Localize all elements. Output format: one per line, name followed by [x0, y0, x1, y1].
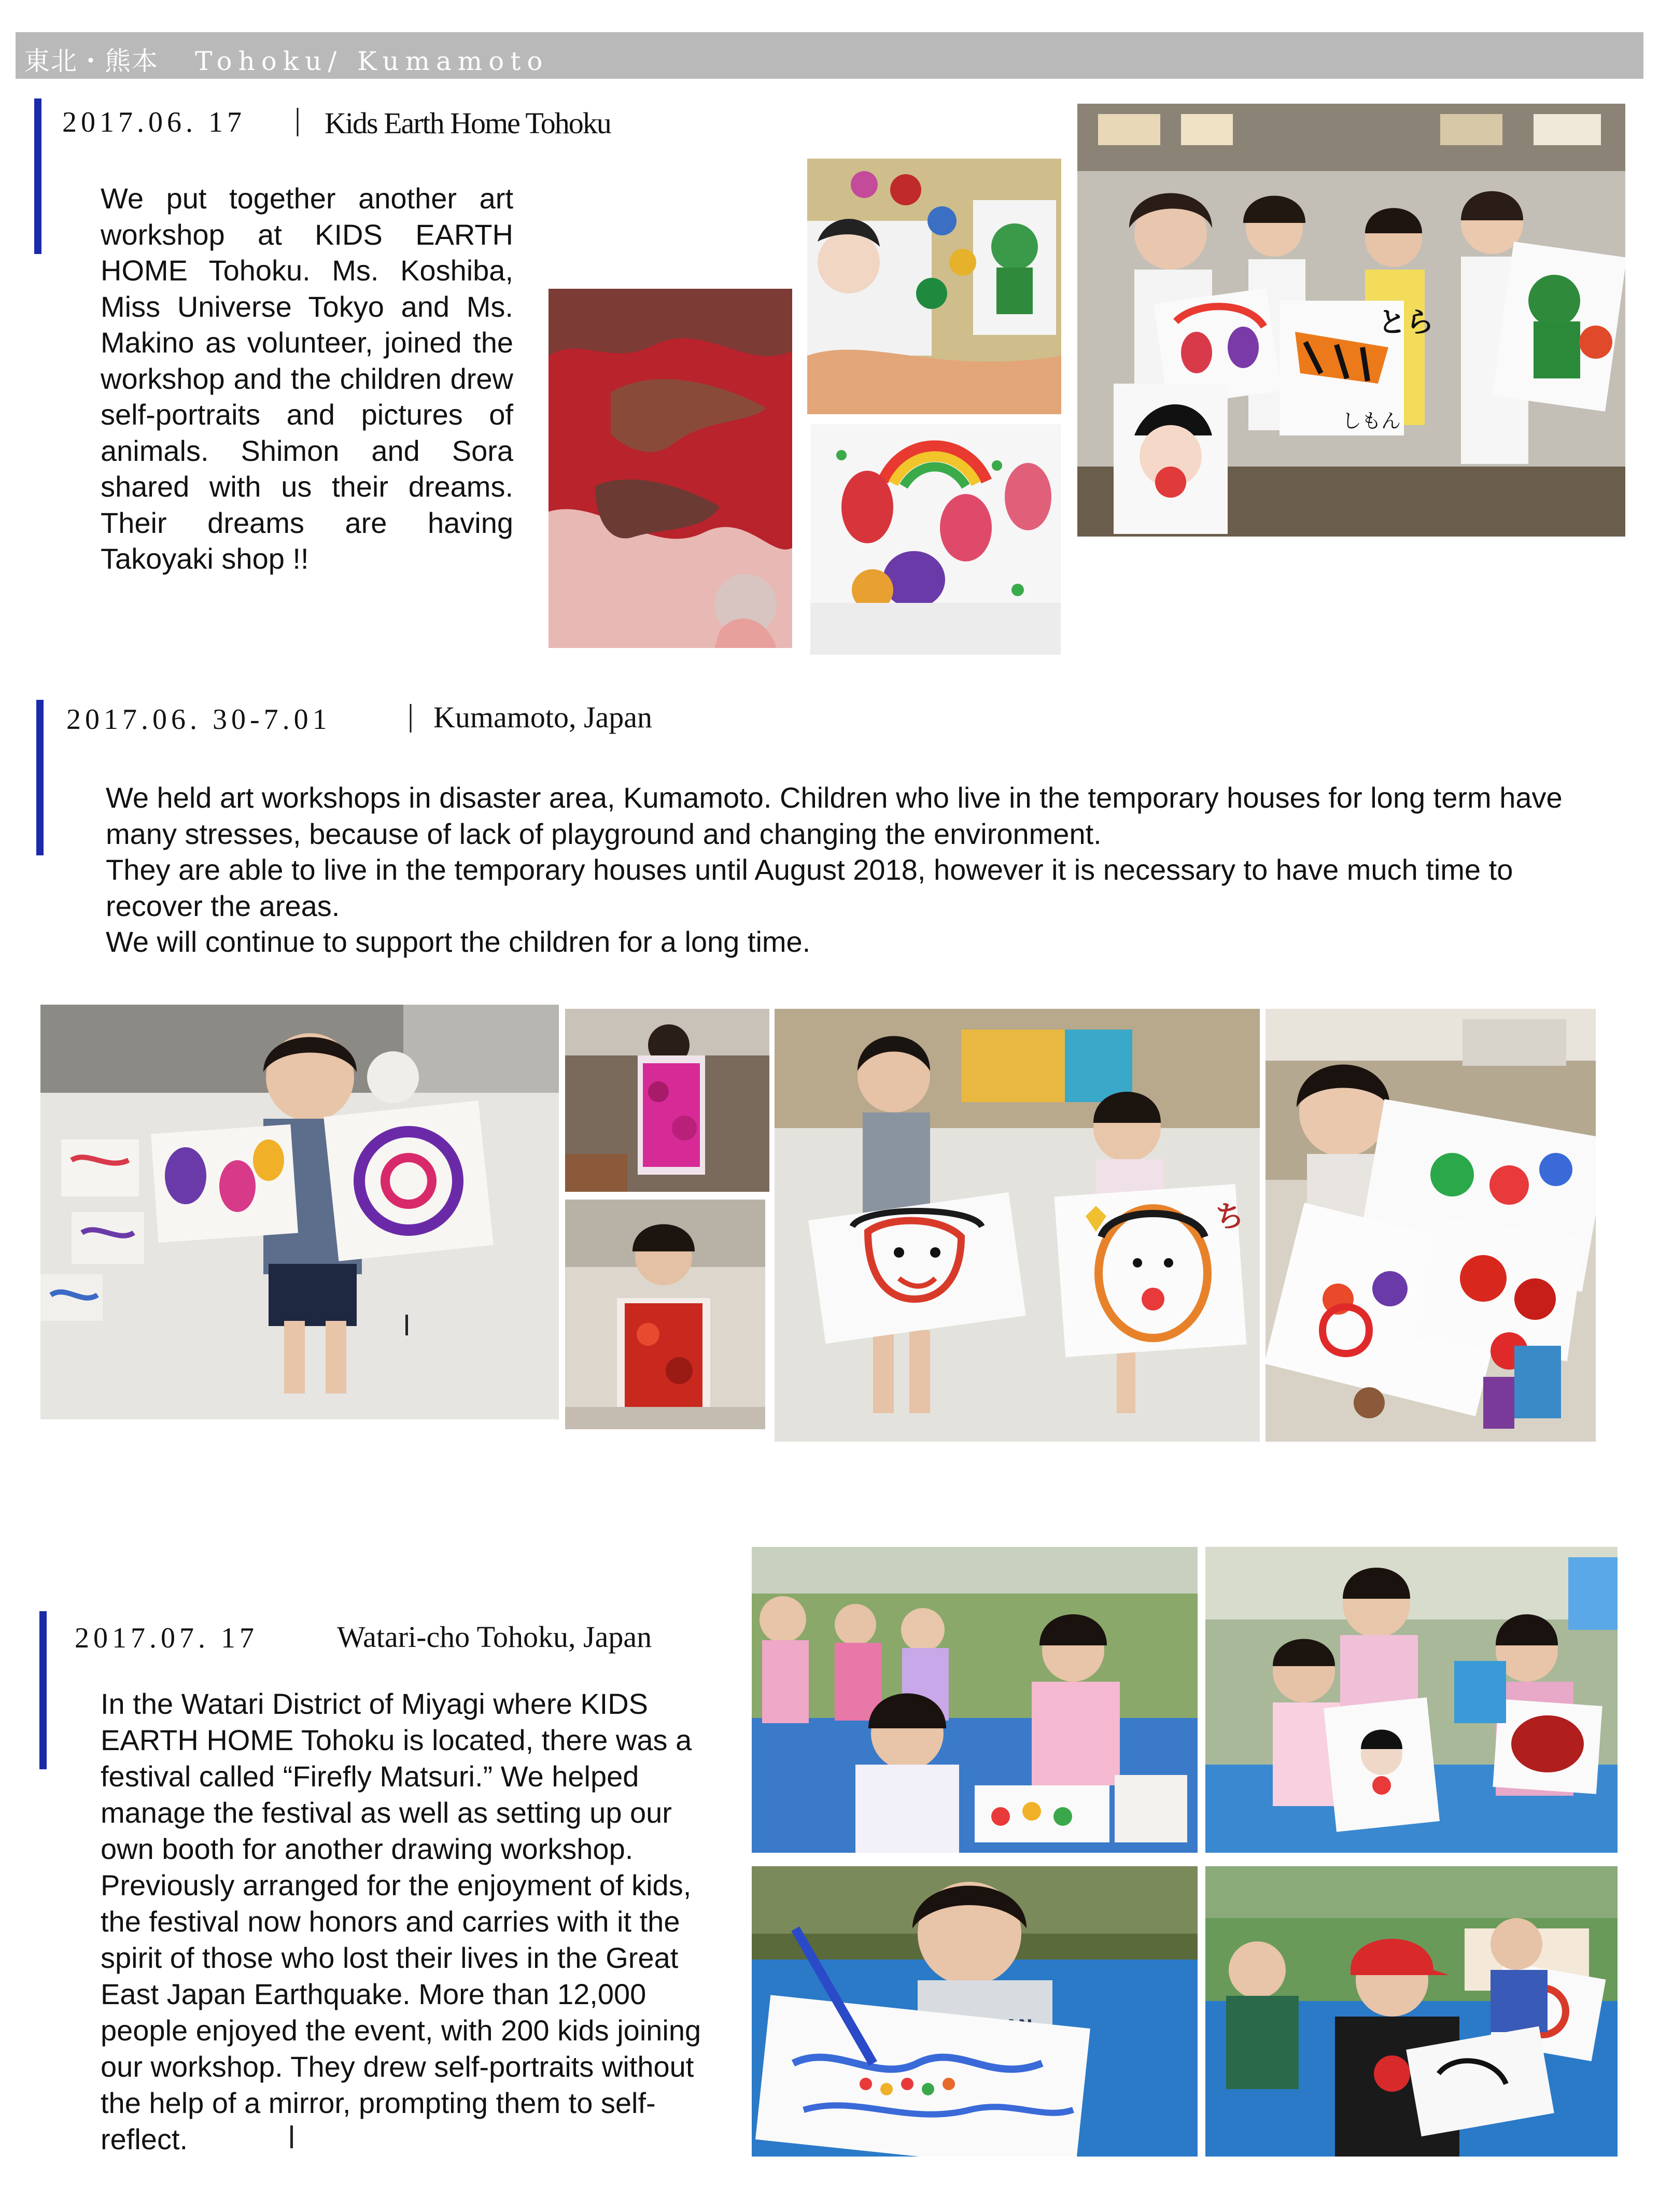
section-2-place: Kumamoto, Japan [433, 700, 653, 734]
section-1-date: 2017.06. 17 [62, 106, 246, 138]
boy-with-paintings-photo [40, 1005, 559, 1419]
two-kids-portraits-photo [775, 1009, 1260, 1442]
painting-chi-text: ち [1215, 1200, 1244, 1234]
girl-fruit-paintings-photo [1266, 1009, 1596, 1442]
section-3-date: 2017.07. 17 [75, 1622, 258, 1654]
festival-girls-photo [1205, 1547, 1618, 1853]
group-photo [1077, 104, 1625, 537]
red-painting-photo [565, 1200, 765, 1429]
section-2-separator: | [407, 698, 414, 732]
section-1-accent-bar [34, 98, 41, 254]
section-3-accent-bar [39, 1611, 47, 1769]
pink-painting-photo [565, 1009, 769, 1192]
painting-shimon-text: しもん [1342, 410, 1401, 432]
section-3-place: Watari-cho Tohoku, Japan [337, 1620, 652, 1654]
section-3-body: In the Watari District of Miyagi where KIDS EARTH HOME Tohoku is located, there was a festival called “Firefly Matsuri.” We helped manage the festival as well as setting up our own booth for another drawing workshop. Previously arranged for the enjoyment of kids, the festival now honors and carries with it the spirit of those who lost their lives in the Great East Japan Earthquake. More than 12,000 people enjoyed the event, with 200 kids joining our workshop. They drew self-portraits without the help of a mirror, prompting them to self-reflect. [101, 1687, 701, 2155]
kids-at-desks-photo [1205, 1866, 1618, 2157]
section-2-paragraph-1: We held art workshops in disaster area, Kumamoto. Children who live in the temporary houses for long term have many stresses, because of lack of playground and changing the environment. [106, 781, 1563, 850]
header-title-jp: 東北・熊本 [24, 46, 159, 76]
section-2-date: 2017.06. 30-7.01 [66, 703, 331, 736]
art-table-photo [807, 159, 1061, 414]
section-2-body [106, 780, 1578, 960]
section-2-paragraph-2: They are able to live in the temporary houses until August 2018, however it is necessary to have much time to recover the areas. [106, 853, 1513, 922]
cursor-mark [405, 1315, 408, 1335]
section-2-paragraph-3: We will continue to support the children for a long time. [106, 925, 811, 958]
section-1-place: Kids Earth Home Tohoku [325, 106, 611, 140]
header-title-en: Tohoku/ Kumamoto [195, 46, 549, 76]
header-title [24, 40, 549, 78]
section-2-accent-bar [36, 700, 44, 855]
section-1-separator: | [294, 102, 301, 136]
handprint-rainbow-photo [810, 424, 1061, 655]
section-1-body: We put together another art workshop at KIDS EARTH HOME Tohoku. Ms. Koshiba, Miss Universe Tokyo and Ms. Makino as volunteer, joined the workshop and the children drew self-portraits and pictures of animals. Shimon and Sora shared with us their dreams. Their dreams are having Takoyaki shop !! [101, 182, 513, 575]
festival-kids-drawing-photo [752, 1547, 1198, 1853]
hand-painting-photo [549, 289, 792, 648]
cursor-mark-2 [290, 2125, 293, 2148]
boy-painting-photo [752, 1866, 1198, 2157]
painting-tora-text: とら [1378, 306, 1434, 339]
